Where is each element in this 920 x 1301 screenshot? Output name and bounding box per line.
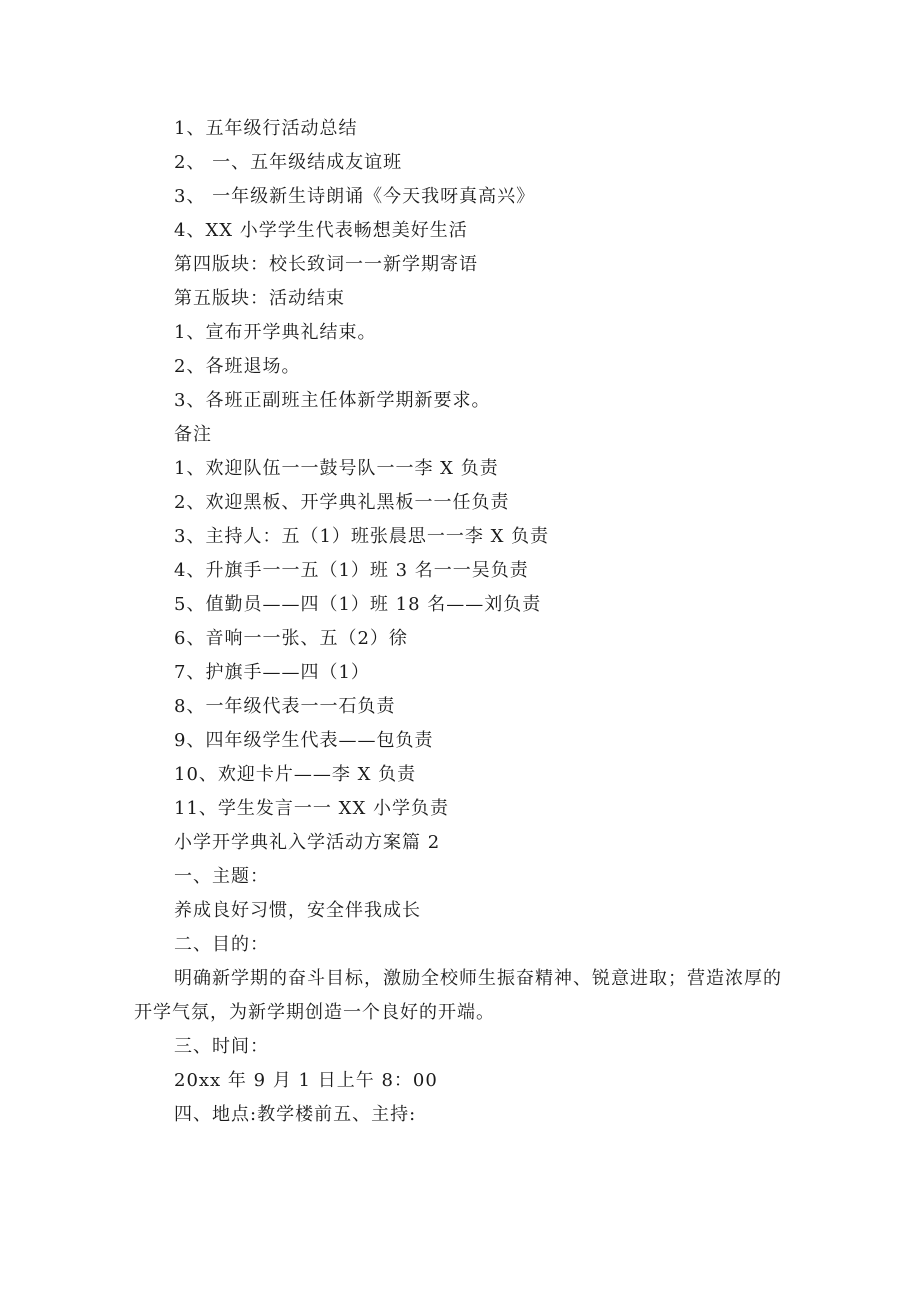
section-heading: 备注	[174, 424, 212, 445]
section-heading: 二、目的：	[174, 934, 269, 955]
text-line: 20xx 年 9 月 1 日上午 8：00	[174, 1070, 438, 1091]
section-heading: 四、地点:教学楼前五、主持:	[174, 1104, 417, 1125]
text-line: 3、 一年级新生诗朗诵《今天我呀真高兴》	[174, 186, 536, 207]
text-line: 3、主持人：五（1）班张晨思一一李 X 负责	[174, 526, 550, 547]
text-line: 9、四年级学生代表——包负责	[174, 730, 434, 751]
text-line: 5、值勤员——四（1）班 18 名——刘负责	[174, 594, 542, 615]
text-line: 2、 一、五年级结成友谊班	[174, 152, 403, 173]
text-line: 3、各班正副班主任体新学期新要求。	[174, 390, 491, 411]
text-line: 2、欢迎黑板、开学典礼黑板一一任负责	[174, 492, 510, 513]
text-line: 6、音响一一张、五（2）徐	[174, 628, 408, 649]
section-heading: 第五版块：活动结束	[174, 288, 345, 309]
body-paragraph: 明确新学期的奋斗目标，激励全校师生振奋精神、锐意进取；营造浓厚的开学气氛，为新学期创造一个良好的开端。	[134, 968, 782, 1023]
text-line: 4、XX 小学学生代表畅想美好生活	[174, 220, 468, 241]
text-line: 1、五年级行活动总结	[174, 118, 358, 139]
text-line: 10、欢迎卡片——李 X 负责	[174, 764, 417, 785]
section-heading: 第四版块：校长致词一一新学期寄语	[174, 254, 478, 275]
text-line: 2、各班退场。	[174, 356, 301, 377]
text-line: 7、护旗手——四（1）	[174, 662, 370, 683]
document-title: 小学开学典礼入学活动方案篇 2	[174, 832, 441, 853]
text-line: 1、宣布开学典礼结束。	[174, 322, 377, 343]
text-line: 8、一年级代表一一石负责	[174, 696, 396, 717]
text-line: 养成良好习惯，安全伴我成长	[174, 900, 421, 921]
text-line: 4、升旗手一一五（1）班 3 名一一吴负责	[174, 560, 529, 581]
section-heading: 三、时间：	[174, 1036, 269, 1057]
text-line: 11、学生发言一一 XX 小学负责	[174, 798, 449, 819]
section-heading: 一、主题：	[174, 866, 269, 887]
text-line: 1、欢迎队伍一一鼓号队一一李 X 负责	[174, 458, 499, 479]
